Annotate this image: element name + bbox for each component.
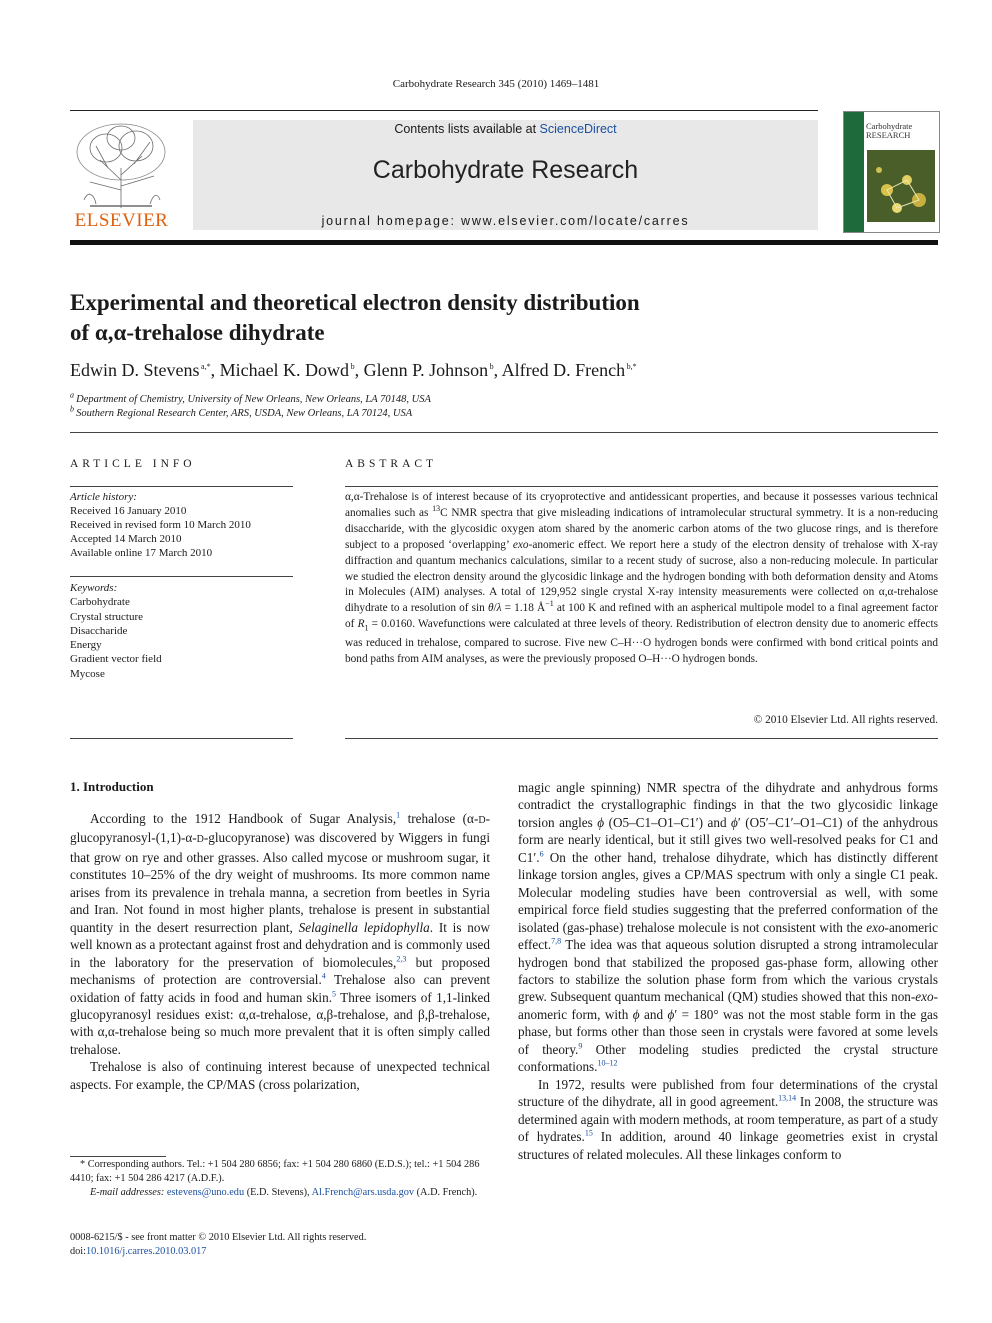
elsevier-wordmark: ELSEVIER <box>74 210 169 231</box>
doi-link[interactable]: 10.1016/j.carres.2010.03.017 <box>86 1246 207 1258</box>
keyword: Mycose <box>70 667 105 680</box>
keywords-label: Keywords: <box>70 582 118 594</box>
imprint: 0008-6215/$ - see front matter © 2010 Elsevier Ltd. All rights reserved. doi:10.1016/j.carres.2010.03.017 <box>70 1232 367 1258</box>
author[interactable]: Alfred D. French <box>501 360 626 380</box>
contents-line <box>193 122 818 136</box>
journal-reference: Carbohydrate Research 345 (2010) 1469–1481 <box>392 78 600 90</box>
divider <box>70 432 938 433</box>
author-affiliation-mark: b,* <box>626 362 637 371</box>
keyword: Carbohydrate <box>70 596 130 609</box>
affiliation: $^b$ Southern Regional Research Center, ARS, USDA, New Orleans, LA 70124, USA <box>70 404 413 419</box>
keywords <box>70 581 293 681</box>
paragraph: Trehalose is also of continuing interest because of unexpected technical aspects. For example, the CP/MAS (cross polarization, <box>70 1059 490 1092</box>
author[interactable]: Glenn P. Johnson <box>363 360 489 380</box>
divider <box>345 738 938 739</box>
journal-homepage[interactable]: journal homepage: www.elsevier.com/locate/carres <box>321 214 690 228</box>
contents-prefix: Contents lists available at <box>394 122 540 136</box>
corresponding-author-note: * Corresponding authors. Tel.: +1 504 280 6856; fax: +1 504 280 6860 (E.D.S.); tel.: +1 504 286 4410; fax: +1 504 286 4217 (A.D.F.). <box>70 1159 480 1185</box>
keyword: Disaccharide <box>70 624 128 637</box>
copyright-notice: © 2010 Elsevier Ltd. All rights reserved. <box>753 714 938 726</box>
history-label: Article history: <box>70 491 137 503</box>
journal-cover-thumbnail <box>843 111 940 233</box>
author-affiliation-mark: b <box>350 362 355 371</box>
article-title: Experimental and theoretical electron density distribution of α,α-trehalose dihydrate <box>70 290 640 345</box>
keyword: Gradient vector field <box>70 653 162 666</box>
paragraph: In 1972, results were published from four determinations of the crystal structure of the dihydrate, all in good agreement.$^{13,14}$ In 2008, the structure was determined again with modern methods, at room temperature, as part of a study of hydrates.$^{15}$ In addition, around 40 linkage geometries exist in crystal structures of related molecules. All these linkages conform to <box>518 1076 938 1162</box>
sciencedirect-link[interactable]: ScienceDirect <box>539 122 617 136</box>
article-history <box>70 490 293 560</box>
keyword: Crystal structure <box>70 610 144 623</box>
author-list: Edwin D. Stevens $^{a,*}$, Michael K. Dowd $^b$, Glenn P. Johnson $^b$, Alfred D. French $^{b,*}$ <box>70 360 637 380</box>
history-item: Available online 17 March 2010 <box>70 547 213 559</box>
footnotes <box>70 1158 490 1201</box>
abstract-body: α,α-Trehalose is of interest because of its cryoprotective and antidessicant properties, and because it possesses various technical anomalies such as $^{13}$C NMR spectra that give misleading indications of intramolecular structural symmetry. It is a non-reducing disaccharide, with the glycosidic oxygen atom shared by the anomeric carbon atoms of the two glucose rings, and is therefore subject to a proposed ‘overlapping’ exo-anomeric effect. We report here a study of the electron density of trehalose with X-ray diffraction and quantum mechanics calculations, similar to a recent study of sucrose, also a non-reducing molecule. In particular we studied the electron density around the glycosidic linkage and the hydrogen bonding with both deformation density and Atoms in Molecules (AIM) analyses. A total of 129,952 single crystal X-ray intensity measurements were collected on α,α-trehalose dihydrate to a resolution of sin θ/λ = 1.18 $Å^{-1}$ at 100 K and refined with an aspherical multipole model to a final agreement factor of $R_1 = 0.0160$. Wavefunctions were calculated at three levels of theory. Redistribution of electron density due to anomeric effects was reduced in trehalose, compared to sucrose. Five new C–H···O hydrogen bonds were confirmed with bond critical points and bond paths from AIM analyses, as were the previously proposed O–H···O hydrogen bonds. <box>345 491 939 666</box>
header-rule <box>70 110 818 111</box>
divider <box>345 486 938 487</box>
email-note: E-mail addresses: estevens@uno.edu (E.D. Stevens), Al.French@ars.usda.gov (A.D. French). <box>90 1187 478 1199</box>
email-link[interactable]: Al.French@ars.usda.gov <box>311 1187 415 1199</box>
cover-spine <box>844 112 864 232</box>
affiliation: $^a$ Department of Chemistry, University of New Orleans, New Orleans, LA 70148, USA <box>70 390 431 405</box>
author-affiliation-mark: a,* <box>201 362 211 371</box>
divider <box>70 738 293 739</box>
keyword: Energy <box>70 639 102 652</box>
divider <box>70 576 293 577</box>
article-info-heading: ARTICLE INFO <box>70 458 196 470</box>
cover-image <box>867 150 935 222</box>
body-column-left <box>70 810 490 1093</box>
header-thick-rule <box>70 240 938 245</box>
cover-title: Carbohydrate RESEARCH <box>866 121 913 140</box>
body-column-right <box>518 779 938 1163</box>
paragraph: magic angle spinning) NMR spectra of the dihydrate and anhydrous forms contradict the crystallographic findings in that the two glycosidic linkage torsion angles ϕ (O5–C1–O1–C1′) and ϕ′ (O5′–C1′–O1–C1) of the anhydrous form are nearly identical, but it still gives two well-resolved peaks for C1 and C1′.$^6$ On the other hand, trehalose dihydrate, which has distinctly different linkage torsion angles, gives a CP/MAS spectrum with only a single C1 peak. Molecular modeling studies have been controversial as well, with some empirical force field studies suggesting that the preferred conformation of the isolated (gas-phase) trehalose molecule is not consistent with the exo-anomeric effect.$^{7,8}$ The idea was that aqueous solution disrupted a strong intramolecular hydrogen bond that stabilized the proposed gas-phase form, allowing other factors to stabilize the solution phase form from which the various crystals grew. Subsequent quantum mechanical (QM) studies showed that this non-exo-anomeric form, with ϕ and ϕ′ = 180° was not the most stable form in the gas phase, but forms other than those seen in crystals were favored at some levels of theory.$^9$ Other modeling studies predicted the crystal structure conformations.$^{10-12}$ <box>518 780 939 1075</box>
author[interactable]: Michael K. Dowd <box>219 360 350 380</box>
history-item: Accepted 14 March 2010 <box>70 533 182 545</box>
email-link[interactable]: estevens@uno.edu <box>166 1187 245 1199</box>
divider <box>70 486 293 487</box>
section-heading: 1. Introduction <box>70 779 154 794</box>
abstract-heading: ABSTRACT <box>345 458 438 470</box>
author-affiliation-mark: b <box>489 362 494 371</box>
history-item: Received in revised form 10 March 2010 <box>70 519 251 531</box>
paragraph: According to the 1912 Handbook of Sugar Analysis,$^1$ trehalose (α-D-glucopyranosyl-(1,1)-α-D-glucopyranose) was discovered by Wiggers in fungi that grow on rye and other grasses. Also called mycose or mushroom sugar, it constitutes 10–25% of the dry weight of mushrooms. Its more common name arises from its prevalence in trehala manna, a secretion from beetles in Syria and Iran. Not found in most higher plants, trehalose is present in substantial quantity in the desert resurrection plant, Selaginella lepidophylla. It is now well known as a protectant against frost and dehydration and is commonly used in the laboratory for the preservation of biomolecules,$^{2,3}$ but proposed mechanisms of protection are controversial.$^4$ Trehalose also can prevent oxidation of fatty acids in food and human skin.$^5$ Three isomers of 1,1-linked glucopyranosyl residues exist: α,α-trehalose, α,β-trehalose, and β,β-trehalose, with α,α-trehalose being so much more prevalent that it is often simply called trehalose. <box>70 810 491 1057</box>
footnote-rule <box>70 1156 166 1157</box>
history-item: Received 16 January 2010 <box>70 505 187 517</box>
author[interactable]: Edwin D. Stevens <box>70 360 200 380</box>
journal-title: Carbohydrate Research <box>372 156 639 184</box>
